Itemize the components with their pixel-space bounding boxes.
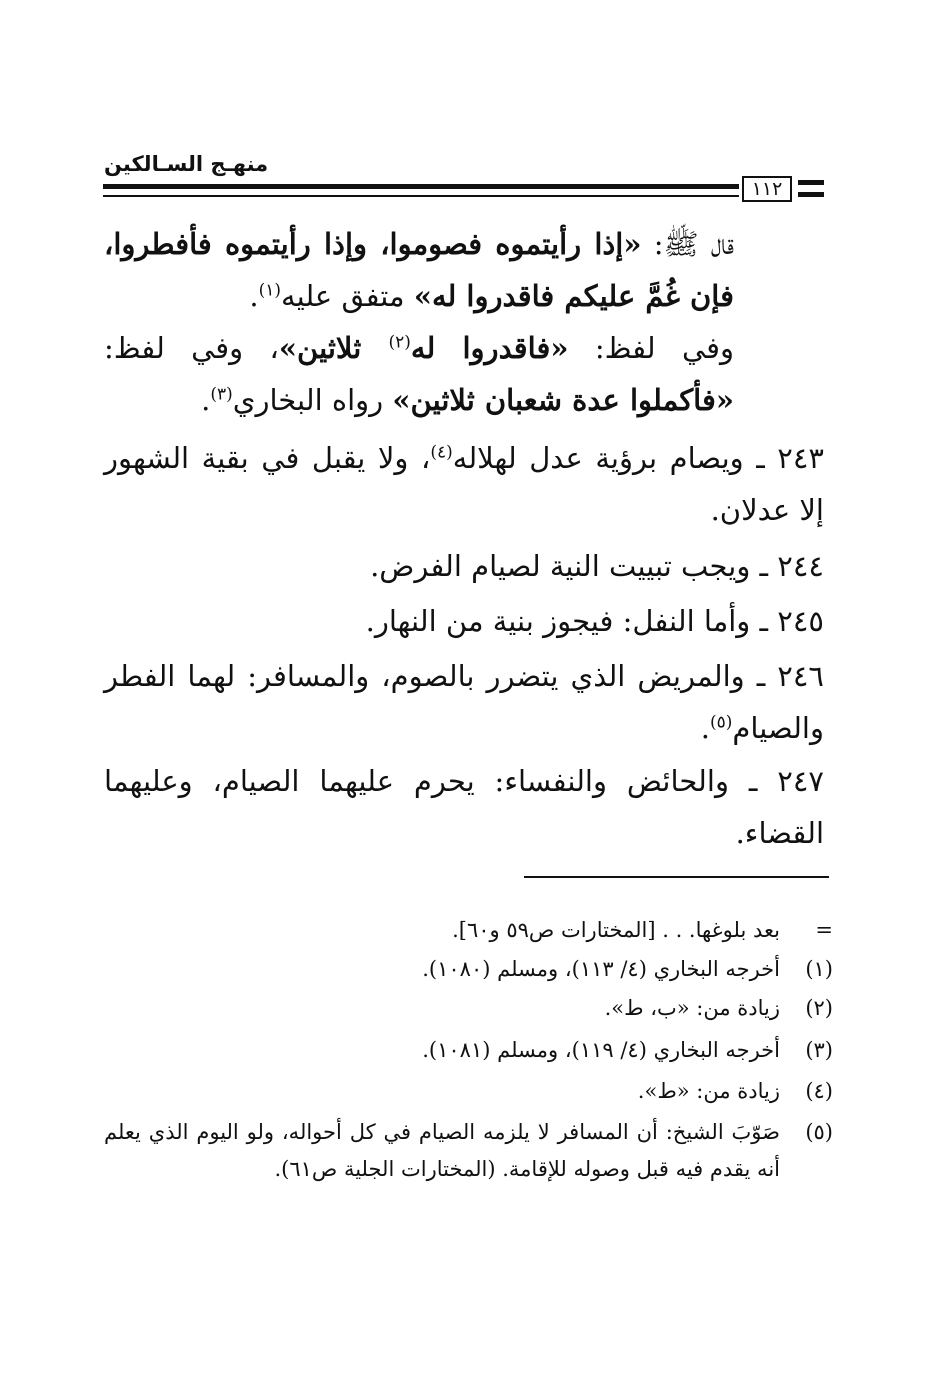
- item-number: ٢٤٦ ـ: [756, 659, 824, 693]
- page-number-rule-bottom: [798, 192, 824, 197]
- list-item: [104, 650, 824, 754]
- hadith-paragraph-1: [104, 218, 734, 322]
- item-text: والحائض والنفساء: يحرم عليهما الصيام، وعليهما القضاء.: [104, 764, 824, 850]
- list-item: [104, 595, 824, 647]
- list-item: [104, 432, 824, 536]
- item-text: ويصام برؤية عدل لهلاله: [452, 441, 744, 475]
- item-text: وأما النفل: فيجوز بنية من النهار.: [365, 604, 751, 638]
- footnote-ref-1[interactable]: (١): [258, 280, 282, 301]
- variant-intro: وفي لفظ:: [568, 331, 734, 365]
- hadith-source: متفق عليه: [281, 279, 414, 313]
- footnote-marker: (٢): [805, 996, 833, 1020]
- footnote-ref-3[interactable]: (٣): [210, 384, 233, 405]
- variant-quote-1: «فاقدروا له: [410, 331, 569, 365]
- footnote-marker: (٤): [805, 1079, 833, 1103]
- variant-quote-1b: ثلاثين»: [278, 331, 389, 365]
- punctuation: .: [249, 279, 259, 313]
- hadith-paragraph-2: [104, 322, 734, 426]
- footnote-ref-2[interactable]: (٢): [388, 332, 411, 353]
- footnote-4: زيادة من: «ط».: [637, 1079, 780, 1103]
- footnote-marker: (٥): [805, 1120, 833, 1144]
- item-text-cont: .: [700, 711, 710, 745]
- footnote-marker: (١): [805, 957, 833, 981]
- item-number: ٢٤٥ ـ: [759, 604, 824, 638]
- footnote-continuation: بعد بلوغها. . . [المختارات ص٥٩ و٦٠].: [452, 918, 780, 942]
- footnote-ref-4[interactable]: (٤): [430, 442, 453, 463]
- punctuation: .: [201, 383, 211, 417]
- variant-source: رواه البخاري: [232, 383, 393, 417]
- item-text-cont: ، ولا يقبل في بقية الشهور إلا عدلان.: [104, 441, 824, 527]
- variant-mid: ، وفي لفظ:: [104, 331, 279, 365]
- item-text: ويجب تبييت النية لصيام الفرض.: [370, 549, 751, 583]
- footnote-1: أخرجه البخاري (٤/ ١١٣)، ومسلم (١٠٨٠).: [422, 957, 780, 981]
- list-item: [104, 755, 824, 859]
- item-number: ٢٤٣ ـ: [756, 441, 824, 475]
- book-title: منهـج السـالكين: [104, 152, 269, 176]
- header-rule-thick: [103, 184, 739, 189]
- footnote-separator: [524, 876, 829, 878]
- hadith-intro: قال ﷺ:: [641, 227, 735, 261]
- item-text: والمريض الذي يتضرر بالصوم، والمسافر: لهما الفطر والصيام: [104, 659, 824, 745]
- footnote-2: زيادة من: «ب، ط».: [604, 996, 780, 1020]
- variant-quote-2: «فأكملوا عدة شعبان ثلاثين»: [392, 383, 734, 417]
- page-number: ١١٢: [742, 176, 792, 202]
- list-item: [104, 540, 824, 592]
- page-number-rule-top: [798, 180, 824, 185]
- footnote-5: صَوّبَ الشيخ: أن المسافر لا يلزمه الصيام في كل أحواله، ولو اليوم الذي يعلم أنه يقدم فيه قبل وصوله للإقامة. (المختارات الجلية ص٦١).: [104, 1120, 780, 1181]
- footnote-marker: =: [815, 918, 833, 942]
- footnote-ref-5[interactable]: (٥): [709, 712, 733, 733]
- item-number: ٢٤٧ ـ: [748, 764, 824, 798]
- footnote-marker: (٣): [805, 1038, 833, 1062]
- hadith-quote: «إذا رأيتموه فصوموا، وإذا رأيتموه فأفطروا، فإن غُمَّ عليكم فاقدروا له»: [104, 227, 734, 313]
- footnote-3: أخرجه البخاري (٤/ ١١٩)، ومسلم (١٠٨١).: [422, 1038, 780, 1062]
- item-number: ٢٤٤ ـ: [759, 549, 824, 583]
- header-rule-thin: [103, 195, 739, 197]
